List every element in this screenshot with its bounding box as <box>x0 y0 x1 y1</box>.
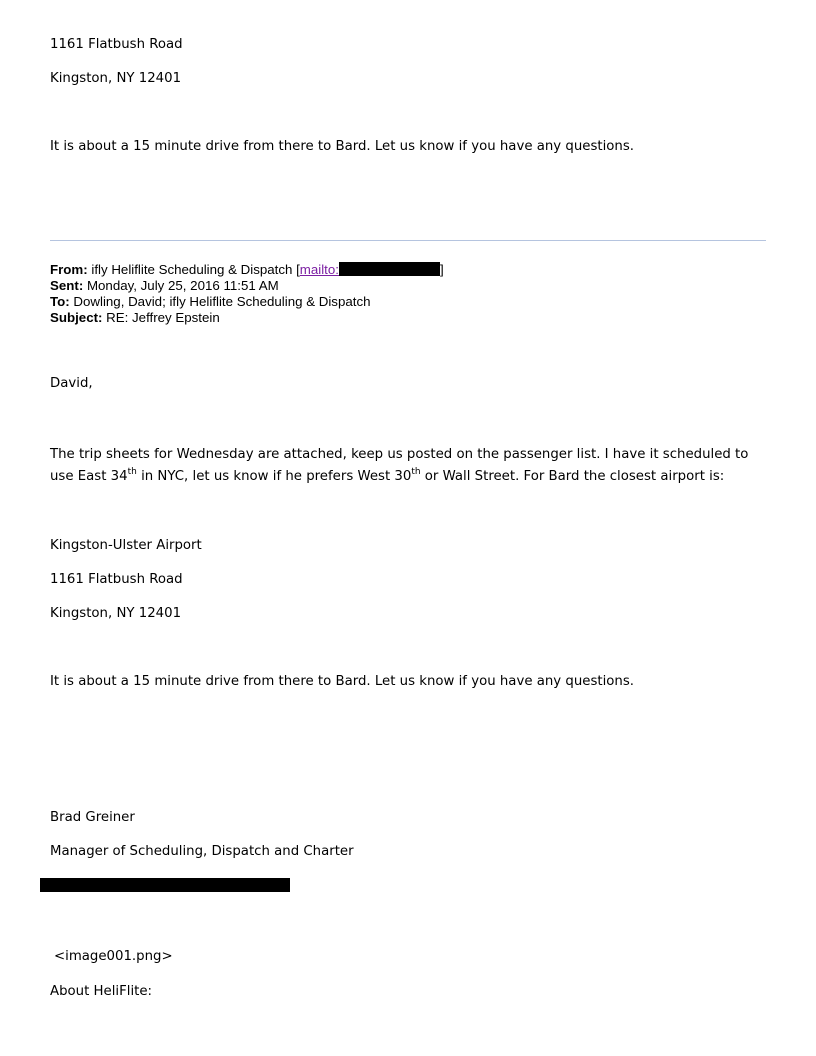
para1-part-c: or Wall Street. For Bard the closest airport is: <box>420 469 725 484</box>
to-line <box>50 294 371 310</box>
from-label: From: <box>50 262 88 277</box>
greeting: David, <box>50 376 93 391</box>
redacted-email <box>339 262 440 276</box>
airport-address-line1: 1161 Flatbush Road <box>50 572 183 587</box>
subject-line <box>50 310 220 326</box>
trip-sheets-paragraph <box>50 444 770 488</box>
about-heliflite: About HeliFlite: <box>50 984 153 999</box>
drive-note: It is about a 15 minute drive from there to Bard. Let us know if you have any questions. <box>50 674 634 689</box>
top-address-line2: Kingston, NY 12401 <box>50 71 182 86</box>
subject-label: Subject: <box>50 310 103 325</box>
para1-sup1: th <box>127 467 137 477</box>
email-divider <box>50 240 766 241</box>
subject-value: RE: Jeffrey Epstein <box>106 310 220 325</box>
attachment-placeholder: <image001.png> <box>54 949 173 964</box>
para1-part-b: in NYC, let us know if he prefers West 30 <box>136 469 412 484</box>
from-close: ] <box>439 262 444 277</box>
top-address-line1: 1161 Flatbush Road <box>50 37 183 52</box>
airport-name: Kingston-Ulster Airport <box>50 538 202 553</box>
to-value: Dowling, David; ifly Heliflite Scheduling & Dispatch <box>73 294 371 309</box>
airport-address-line2: Kingston, NY 12401 <box>50 606 182 621</box>
para1-part-a: The trip sheets for Wednesday are attached, keep us posted on the passenger list. I have it scheduled to use East 34 <box>50 447 749 484</box>
mailto-link[interactable]: mailto: <box>299 262 339 277</box>
signature-title: Manager of Scheduling, Dispatch and Charter <box>50 844 354 859</box>
redacted-contact <box>40 878 290 892</box>
para1-sup2: th <box>411 467 421 477</box>
from-line <box>50 262 444 278</box>
signature-name: Brad Greiner <box>50 810 135 825</box>
top-drive-note: It is about a 15 minute drive from there to Bard. Let us know if you have any questions. <box>50 139 634 154</box>
sent-line <box>50 278 279 294</box>
to-label: To: <box>50 294 70 309</box>
sent-label: Sent: <box>50 278 84 293</box>
sent-value: Monday, July 25, 2016 11:51 AM <box>86 278 279 293</box>
from-value: ifly Heliflite Scheduling & Dispatch [ <box>91 262 300 277</box>
